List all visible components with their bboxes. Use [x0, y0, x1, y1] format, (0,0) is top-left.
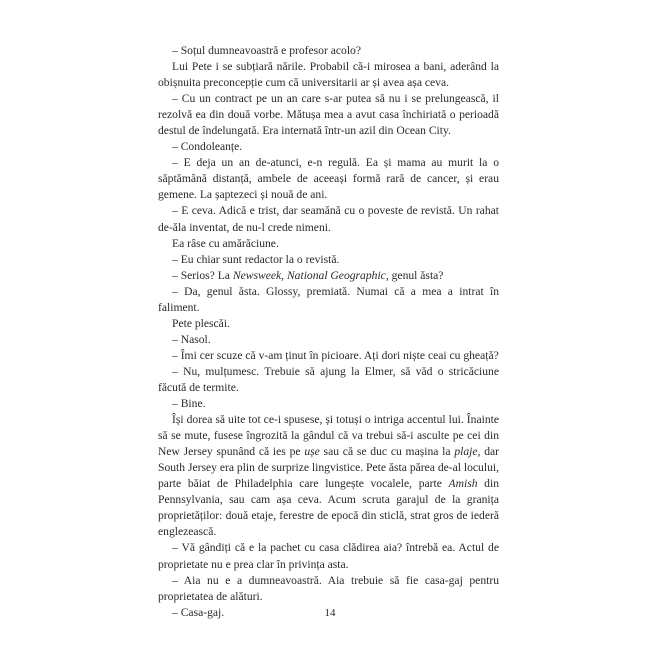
paragraph: – E deja un an de-atunci, e-n regulă. Ea și mama au murit la o săptămână distanță, ambele de aceeași formă rară de cancer, și erau gemene. La șaptezeci și nouă de ani. [158, 156, 499, 202]
paragraph: – Îmi cer scuze că v-am ținut în picioare. Ați dori niște ceai cu gheață? [172, 348, 499, 362]
paragraph: – Bine. [172, 397, 206, 411]
paragraph: – Nasol. [172, 332, 211, 346]
paragraph: – Nu, mulțumesc. Trebuie să ajung la Elmer, să văd o stricăciune făcută de termite. [158, 364, 499, 394]
italic-text: National Geographic [286, 268, 386, 282]
paragraph: – Condoleanțe. [172, 140, 243, 154]
paragraph: – Casa-gaj. [172, 605, 225, 619]
italic-text: plaje [454, 445, 478, 459]
paragraph: – Serios? La Newsweek, National Geographic, genul ăsta? [172, 268, 444, 282]
italic-text: Amish [448, 477, 478, 491]
paragraph: – Eu chiar sunt redactor la o revistă. [172, 252, 340, 266]
page-number: 14 [324, 607, 336, 619]
paragraph: Pete plescăi. [172, 316, 230, 330]
paragraph: Își dorea să uite tot ce-i spusese, și totuși o intriga accentul lui. Înainte să se mute, fusese îngrozită la gândul că va trebui să-i asculte pe cei din New Jersey spunând că ies pe ușe sau că se duc cu mașina la plaje, dar South Jersey era plin de surprize lingvistice. Pete ăsta părea de-al locului, parte băiat de Philadelphia care lungește vocalele, parte Amish din Pennsylvania, sau cam așa ceva. Acum scruta garajul de la granița proprietăților: două etaje, ferestre de epocă din sticlă, strat gros de iederă englezească. [158, 413, 499, 539]
paragraph: – E ceva. Adică e trist, dar seamănă cu o poveste de revistă. Un rahat de-ăla inventat, de nu-l crede nimeni. [158, 204, 499, 234]
paragraph: – Soțul dumneavoastră e profesor acolo? [172, 44, 361, 57]
paragraph: Ea râse cu amărăciune. [172, 236, 279, 250]
paragraph: – Da, genul ăsta. Glossy, premiată. Numai că a mea a intrat în faliment. [158, 284, 499, 314]
italic-text: ușe [304, 445, 320, 459]
body-text [158, 43, 499, 621]
italic-text: Newsweek [232, 268, 282, 282]
paragraph: – Cu un contract pe un an care s-ar putea să nu i se prelungească, il rezolvă ea din două vorbe. Mătușa mea a avut casa închiriată o perioadă destul de îndelungată. Era internată într-un azil din Ocean City. [158, 92, 499, 138]
paragraph: – Vă gândiți că e la pachet cu casa clădirea aia? întrebă ea. Actul de proprietate nu e prea clar în privința asta. [158, 541, 499, 571]
paragraph: – Aia nu e a dumneavoastră. Aia trebuie să fie casa-gaj pentru proprietatea de alături. [158, 573, 499, 603]
paragraph: Lui Pete i se subțiară nările. Probabil că-i mirosea a bani, aderând la obișnuita preconcepție cum că universitarii ar și avea așa ceva. [158, 60, 499, 90]
